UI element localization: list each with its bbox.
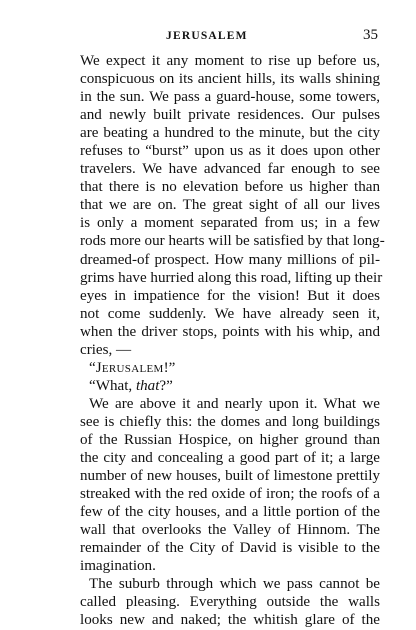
- text-line: dreamed-of prospect. How many millions of pil-: [80, 251, 380, 268]
- text-line: that we are on. The great sight of all our lives: [80, 197, 380, 214]
- text-line: remainder of the City of David is visible to the: [80, 540, 380, 557]
- text-line: eyes in impatience for the vision! But it does: [80, 287, 380, 304]
- question-emphasis: that: [135, 377, 160, 394]
- text-line: is only a moment separated from us; in a few: [80, 215, 380, 232]
- text-line: in the sun. We pass a guard-house, some towers,: [80, 89, 380, 106]
- text-line: cries, —: [80, 341, 132, 358]
- question-suffix: ?”: [159, 377, 173, 394]
- question-prefix: “What,: [89, 377, 136, 394]
- text-line: streaked with the red oxide of iron; the roofs of a: [80, 486, 380, 503]
- running-head: [0, 27, 416, 48]
- text-line: are beating a hundred to the minute, but the city: [80, 125, 380, 142]
- text-line: refuses to “burst” upon us as it does upon other: [80, 143, 380, 160]
- body-text: [80, 52, 385, 630]
- text-line: that there is no elevation before us higher than: [80, 179, 380, 196]
- text-line: and newly built private residences. Our pulses: [80, 107, 380, 124]
- text-line: We expect it any moment to rise up before us,: [80, 53, 380, 69]
- text-line: called pleasing. Everything outside the walls: [80, 594, 380, 611]
- text-line: wall that overlooks the Valley of Hinnom. The: [80, 522, 380, 539]
- page-number: 35: [363, 27, 378, 43]
- text-line: rods more our hearts will be satisfied by that long-: [80, 233, 385, 250]
- text-line: the city and concealing a good part of it; a large: [80, 450, 380, 467]
- open-quote: “: [89, 359, 96, 376]
- text-line: conspicuous on its ancient hills, its walls shining: [80, 71, 380, 88]
- text-line: number of new houses, built of limestone prettily: [80, 468, 380, 485]
- exclamation-close: !”: [163, 359, 176, 376]
- text-line: few of the city houses, and a little portion of the: [80, 504, 380, 521]
- running-title: JERUSALEM: [166, 30, 248, 42]
- text-line: of the Russian Hospice, on higher ground than: [80, 431, 380, 448]
- exclamation-word: Jerusalem: [95, 359, 164, 376]
- text-line: imagination.: [80, 558, 156, 575]
- text-line: looks new and naked; the whitish glare of the: [80, 612, 380, 629]
- text-line: travelers. We have advanced far enough to see: [80, 161, 380, 178]
- exclamation-line: [80, 359, 380, 377]
- text-line: when the driver stops, points with his whip, and: [80, 323, 380, 340]
- question-line: [80, 377, 380, 395]
- text-line: We are above it and nearly upon it. What we: [89, 395, 380, 412]
- text-line: The suburb through which we pass cannot be: [89, 576, 380, 593]
- text-line: grims have hurried along this road, lifting up their: [80, 269, 383, 286]
- text-line: see is chiefly this: the domes and long buildings: [80, 413, 380, 430]
- text-line: not come suddenly. We have already seen it,: [80, 305, 380, 322]
